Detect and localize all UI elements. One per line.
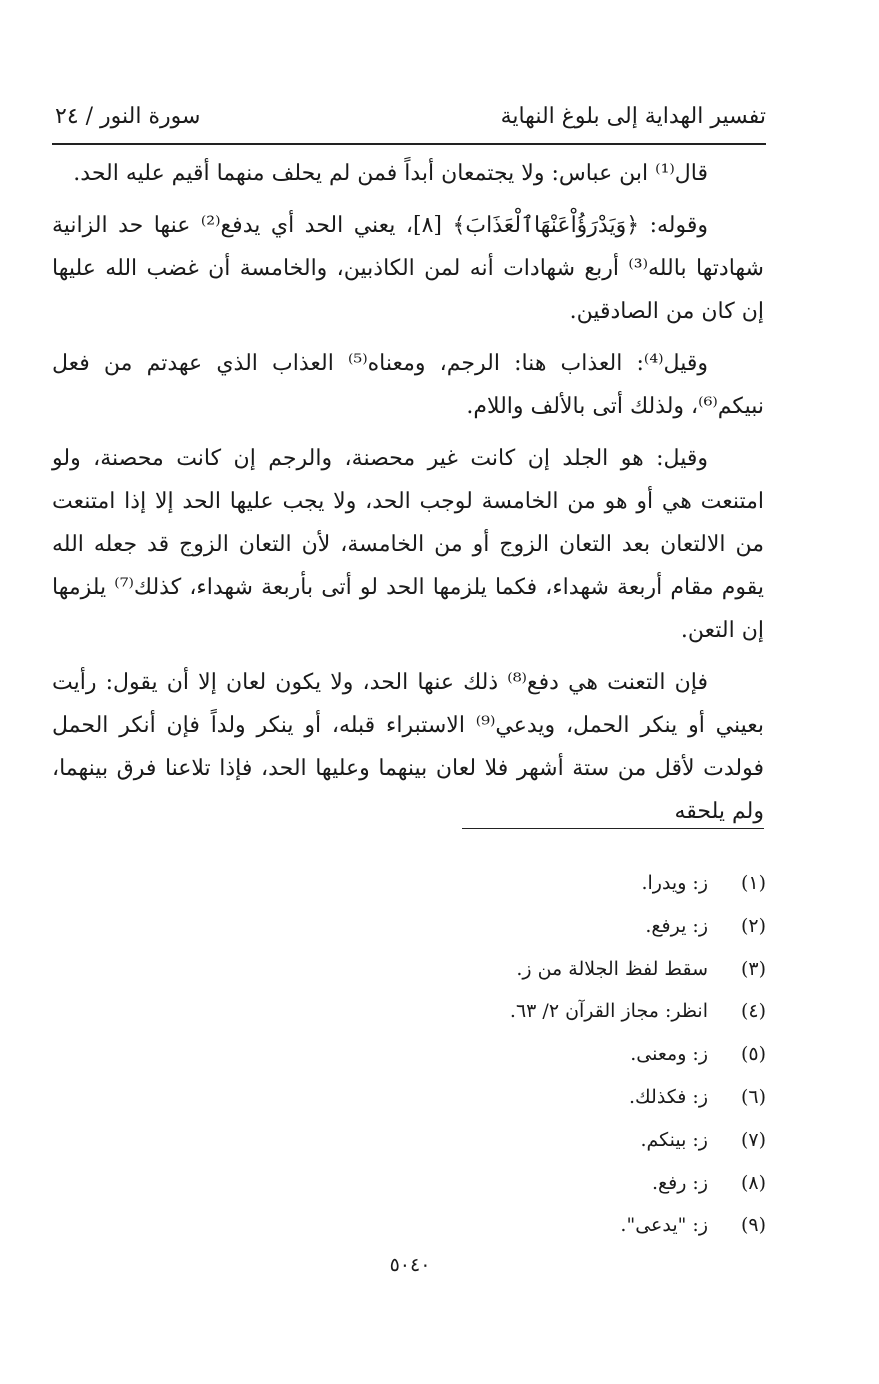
footnote-number: (٤): [740, 1000, 766, 1023]
footnote-text: انظر: مجاز القرآن ٢/ ٦٣.: [509, 1000, 708, 1023]
footnote-text: ز: ويدرا.: [641, 872, 708, 894]
paragraph: وقيل⁽⁴⁾: العذاب هنا: الرجم، ومعناه⁽⁵⁾ العذاب الذي عهدتم من فعل نبيكم⁽⁶⁾، ولذلك أتى بالألف واللام.: [52, 351, 764, 419]
footnote-text: ز: فكذلك.: [628, 1085, 708, 1108]
surah-label: سورة النور / ٢٤: [55, 103, 201, 129]
footnote-text: ز: ومعنى.: [630, 1043, 708, 1066]
footnote-number: (٢): [740, 914, 766, 937]
footnote: [200, 1033, 766, 1076]
footnote: [200, 905, 766, 948]
paragraph: وقيل: هو الجلد إن كانت غير محصنة، والرجم إن كانت محصنة، ولو امتنعت هي أو هو من الخامسة لوجب الحد، ولا يجب عليها الحد إلا إذا امتنعت من الالتعان بعد التعان الزوج أو من الخامسة، لأن التعان الزوج قد جعله الله يقوم مقام أربعة شهداء، فكما يلزمها الحد لو أتى بأربعة شهداء، كذلك⁽⁷⁾ يلزمها إن التعن.: [52, 446, 764, 643]
footnote-number: (٦): [740, 1085, 766, 1108]
header-rule: [52, 143, 766, 145]
footnote-number: (٧): [740, 1128, 766, 1151]
page-number: ٥٠٤٠: [389, 1254, 431, 1276]
footnote: [200, 1204, 766, 1247]
paragraph: وقوله: ﴿وَيَدْرَؤُاْعَنْهَاٱلْعَذَابَ﴾ [٨]، يعني الحد أي يدفع⁽²⁾ عنها حد الزانية شهادتها بالله⁽³⁾ أربع شهادات أنه لمن الكاذبين، والخامسة أن غضب الله عليها إن كان من الصادقين.: [52, 213, 764, 324]
footnote: [200, 1076, 766, 1119]
footnote: [200, 990, 766, 1033]
running-header: [55, 96, 766, 136]
footnote-text: ز: بينكم.: [640, 1128, 708, 1151]
footnote: [200, 948, 766, 991]
footnote-number: (٨): [740, 1171, 766, 1194]
book-title: تفسير الهداية إلى بلوغ النهاية: [500, 103, 766, 129]
footnote-text: ز: يرفع.: [645, 914, 708, 937]
footnote-text: سقط لفظ الجلالة من ز.: [516, 957, 708, 980]
main-text: [52, 152, 764, 842]
footnote-number: (٩): [740, 1214, 766, 1237]
footnote-number: (١): [740, 872, 766, 894]
footnote-separator: [462, 828, 764, 829]
footnote-text: ز: "يدعى".: [620, 1214, 708, 1237]
paragraph: قال⁽¹⁾ ابن عباس: ولا يجتمعان أبداً فمن لم يحلف منهما أقيم عليه الحد.: [73, 161, 708, 186]
footnote-number: (٣): [740, 957, 766, 980]
footnote-number: (٥): [740, 1043, 766, 1066]
footnote: [200, 1162, 766, 1205]
footnote: [200, 1119, 766, 1162]
footnote: [200, 862, 766, 905]
paragraph: فإن التعنت هي دفع⁽⁸⁾ ذلك عنها الحد، ولا يكون لعان إلا أن يقول: رأيت بعيني أو ينكر الحمل، ويدعي⁽⁹⁾ الاستبراء قبله، أو ينكر ولداً فإن أنكر الحمل فولدت لأقل من ستة أشهر فلا لعان بينهما وعليها الحد، فإذا تلاعنا فرق بينهما، ولم يلحقه: [52, 670, 764, 824]
footnotes: [200, 862, 766, 1247]
footnote-text: ز: رفع.: [651, 1171, 708, 1194]
